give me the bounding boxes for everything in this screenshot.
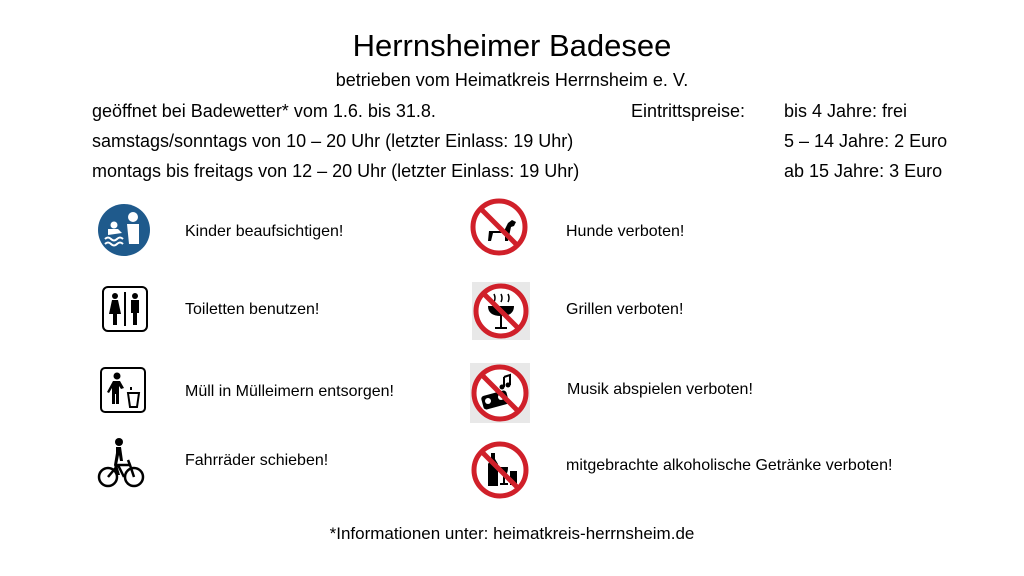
no-alcohol-icon <box>471 441 529 499</box>
rule-text: Hunde verboten! <box>566 223 685 240</box>
weekend-hours: samstags/sonntags von 10 – 20 Uhr (letzter Einlass: 19 Uhr) <box>92 131 574 151</box>
trash-disposal-icon <box>100 367 146 413</box>
page-subtitle: betrieben vom Heimatkreis Herrnsheim e. V. <box>335 70 689 90</box>
rule-text: Kinder beaufsichtigen! <box>185 223 344 240</box>
prices-label: Eintrittspreise: <box>631 101 746 121</box>
rule-text: Grillen verboten! <box>566 301 684 318</box>
rule-text: mitgebrachte alkoholische Getränke verboten! <box>566 457 893 474</box>
no-dogs-icon <box>470 198 528 256</box>
rule-text: Musik abspielen verboten! <box>567 381 753 398</box>
price-item: 5 – 14 Jahre: 2 Euro <box>784 131 948 151</box>
push-bicycle-icon <box>97 437 145 489</box>
price-item: bis 4 Jahre: frei <box>784 101 908 121</box>
no-grilling-icon <box>472 282 530 340</box>
opening-season: geöffnet bei Badewetter* vom 1.6. bis 31.8. <box>92 101 436 121</box>
rule-text: Müll in Mülleimern entsorgen! <box>185 383 394 400</box>
no-music-icon <box>470 363 530 423</box>
price-item: ab 15 Jahre: 3 Euro <box>784 161 943 181</box>
page-title: Herrnsheimer Badesee <box>352 28 672 63</box>
rule-text: Fahrräder schieben! <box>185 452 329 469</box>
footer-info: *Informationen unter: heimatkreis-herrnsheim.de <box>329 524 695 543</box>
toilet-icon <box>102 286 148 332</box>
weekday-hours: montags bis freitags von 12 – 20 Uhr (letzter Einlass: 19 Uhr) <box>92 161 580 181</box>
rule-text: Toiletten benutzen! <box>185 301 320 318</box>
supervise-children-icon <box>97 203 151 257</box>
